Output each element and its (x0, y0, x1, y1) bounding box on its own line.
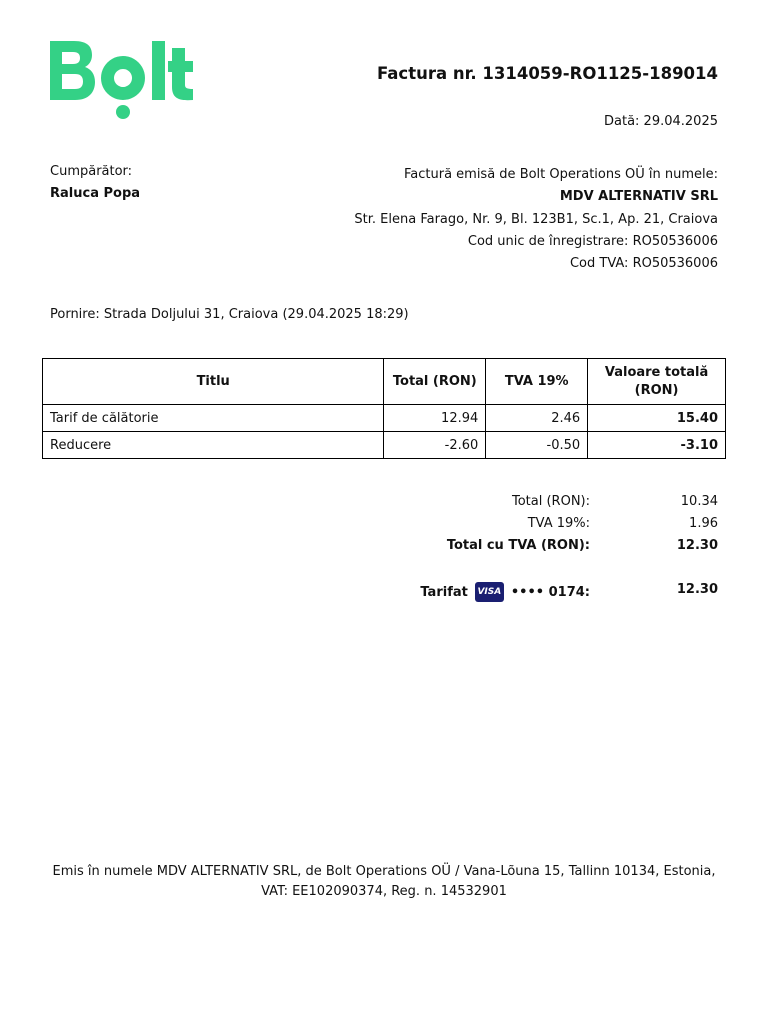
row-title: Tarif de călătorie (43, 405, 384, 432)
payment-label: Tarifat (420, 584, 468, 600)
vat-label: TVA 19%: (527, 516, 590, 531)
invoice-title: Factura nr. 1314059-RO1125-189014 (376, 64, 718, 83)
items-table (42, 358, 726, 459)
row-vat: 2.46 (486, 405, 588, 432)
vat-value: 1.96 (689, 516, 718, 531)
issuer-address: Str. Elena Farago, Nr. 9, Bl. 123B1, Sc.1, Ap. 21, Craiova (354, 211, 718, 227)
footer (0, 862, 768, 902)
pickup-info: Pornire: Strada Doljului 31, Craiova (29.04.2025 18:29) (50, 307, 409, 322)
total-label: Total (RON): (511, 494, 590, 509)
row-title: Reducere (43, 432, 384, 459)
payment-value: 12.30 (676, 581, 718, 597)
col-header-value: Valoare totală (RON) (588, 359, 726, 405)
footer-line-1: Emis în numele MDV ALTERNATIV SRL, de Bolt Operations OÜ / Vana-Lõuna 15, Tallinn 10134, Estonia, (52, 864, 716, 879)
invoice-date: Dată: 29.04.2025 (604, 114, 718, 129)
issuer-intro: Factură emisă de Bolt Operations OÜ în numele: (403, 167, 718, 182)
buyer-label: Cumpărător: (50, 164, 133, 179)
total-value: 10.34 (680, 494, 718, 509)
issuer-vat: Cod TVA: RO50536006 (569, 256, 718, 272)
bolt-logo (48, 38, 194, 122)
row-value: -3.10 (588, 432, 726, 459)
footer-line-2: VAT: EE102090374, Reg. n. 14532901 (261, 884, 507, 899)
row-total: -2.60 (384, 432, 486, 459)
buyer-name: Raluca Popa (50, 186, 141, 201)
grand-total-label: Total cu TVA (RON): (446, 538, 590, 553)
total-row (447, 491, 718, 513)
table-row (43, 432, 726, 459)
col-header-total: Total (RON) (384, 359, 486, 405)
issuer-company: MDV ALTERNATIV SRL (559, 189, 718, 205)
col-header-vat: TVA 19% (486, 359, 588, 405)
card-suffix: •••• 0174: (510, 584, 590, 600)
grand-total-row (447, 535, 718, 557)
issuer-block (354, 164, 718, 275)
payment-label-group (420, 582, 590, 602)
row-total: 12.94 (384, 405, 486, 432)
table-row (43, 405, 726, 432)
payment-row (420, 582, 718, 602)
issuer-cui: Cod unic de înregistrare: RO50536006 (467, 233, 718, 249)
table-header-row (43, 359, 726, 405)
row-value: 15.40 (588, 405, 726, 432)
col-header-title: Titlu (43, 359, 384, 405)
totals-block (447, 491, 718, 557)
vat-row (447, 513, 718, 535)
visa-card-icon: VISA (475, 582, 504, 602)
row-vat: -0.50 (486, 432, 588, 459)
grand-total-value: 12.30 (676, 538, 718, 553)
